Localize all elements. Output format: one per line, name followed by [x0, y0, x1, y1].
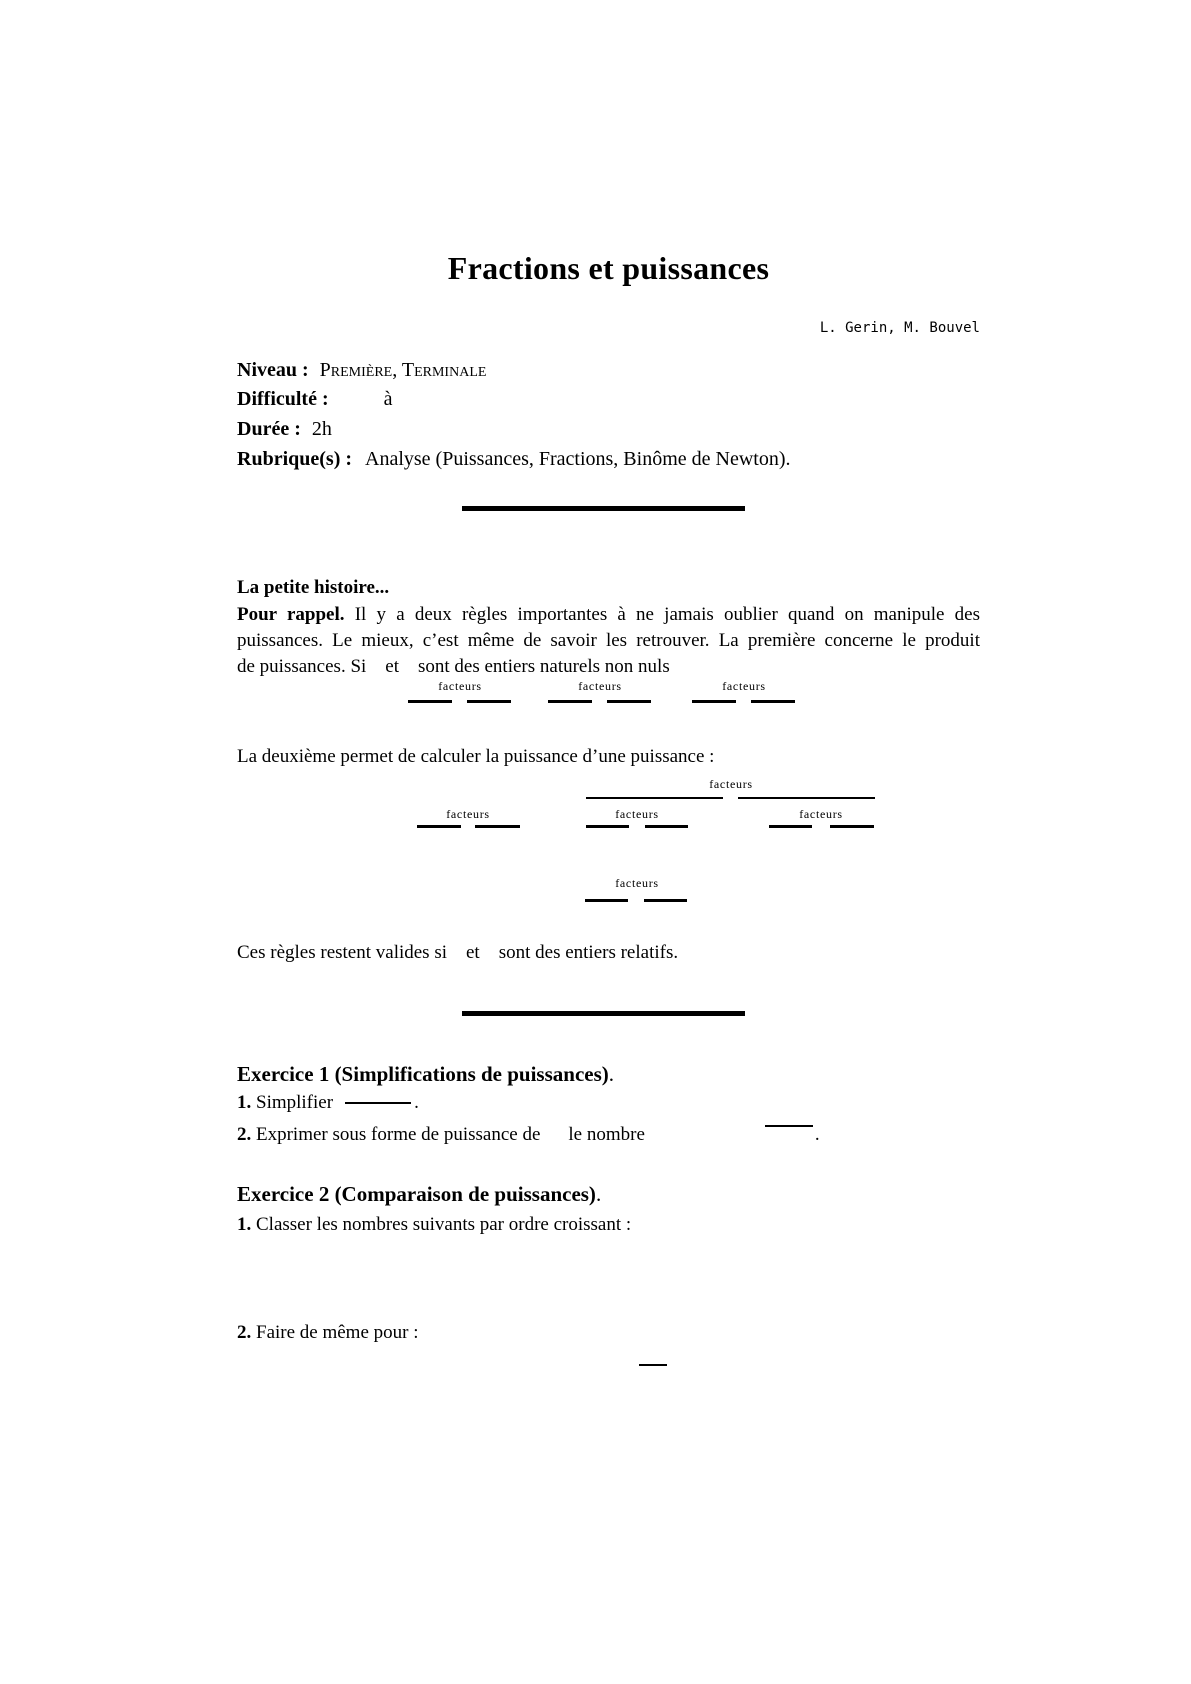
- facteurs-label: facteurs: [438, 679, 482, 693]
- underbrace-bar: [830, 825, 874, 828]
- underbrace-bar: [585, 899, 628, 902]
- underbrace-bar: [548, 700, 592, 703]
- authors: L. Gerin, M. Bouvel: [819, 320, 980, 336]
- niveau-label: Niveau :: [237, 359, 309, 381]
- duree-value: 2h: [311, 418, 332, 440]
- underbrace-bar: [607, 700, 651, 703]
- histoire-heading: La petite histoire...: [237, 577, 390, 598]
- q1-number: 1.: [237, 1214, 252, 1235]
- underbrace-bar: [769, 825, 812, 828]
- difficulte-value: à: [383, 388, 393, 410]
- underbrace-bar: [751, 700, 795, 703]
- q2-period: .: [814, 1124, 820, 1145]
- exercice2-heading-text: Exercice 2 (Comparaison de puissances): [237, 1182, 596, 1206]
- facteurs-label: facteurs: [709, 777, 753, 791]
- exercice1-heading: [237, 1062, 980, 1087]
- page-title: Fractions et puissances: [447, 250, 770, 286]
- q2-text2: le nombre: [568, 1124, 645, 1145]
- facteurs-label: facteurs: [578, 679, 622, 693]
- underbrace-bar: [475, 825, 520, 828]
- valides-line: Ces règles restent valides si et sont des entiers relatifs.: [237, 942, 679, 963]
- underbrace-bar: [645, 825, 688, 828]
- separator-rule-bottom: [462, 1011, 745, 1016]
- facteurs-label: facteurs: [615, 876, 659, 890]
- meta-difficulte: [237, 388, 980, 411]
- exercice2-q1: [237, 1214, 980, 1236]
- exercice2-heading: [237, 1182, 980, 1207]
- q2-number: 2.: [237, 1322, 252, 1343]
- difficulte-label: Difficulté :: [237, 388, 329, 410]
- exercice2-heading-period: .: [595, 1182, 602, 1206]
- facteurs-label: facteurs: [799, 807, 843, 821]
- underbrace-bar: [586, 825, 629, 828]
- q1-number: 1.: [237, 1092, 252, 1113]
- q2-number: 2.: [237, 1124, 252, 1145]
- facteurs-label: facteurs: [446, 807, 490, 821]
- overbrace-bar: [738, 797, 875, 799]
- fraction-bar: [345, 1102, 411, 1104]
- underbrace-bar: [408, 700, 452, 703]
- q1-period: .: [414, 1092, 419, 1113]
- exercice2-q2: [237, 1322, 980, 1344]
- q1-text: Classer les nombres suivants par ordre croissant :: [256, 1214, 632, 1235]
- meta-niveau: [237, 359, 980, 382]
- overbrace-bar: [586, 797, 723, 799]
- q1-text: Simplifier: [256, 1092, 334, 1113]
- rappel-line-2: puissances. Le mieux, c’est même de savoir les retrouver. La première concerne le produit: [237, 630, 980, 651]
- facteurs-label: facteurs: [615, 807, 659, 821]
- q2-text: Exprimer sous forme de puissance de: [256, 1124, 541, 1145]
- facteurs-label: facteurs: [722, 679, 766, 693]
- exercice1-heading-period: .: [608, 1062, 615, 1086]
- rubrique-value: Analyse (Puissances, Fractions, Binôme de Newton).: [365, 448, 791, 470]
- underbrace-bar: [644, 899, 687, 902]
- rappel-line-1: [237, 604, 980, 626]
- underbrace-bar: [692, 700, 736, 703]
- exercice1-heading-text: Exercice 1 (Simplifications de puissances): [237, 1062, 609, 1086]
- rappel-label: Pour rappel.: [237, 604, 345, 625]
- meta-duree: [237, 418, 980, 441]
- duree-label: Durée :: [237, 418, 301, 440]
- fraction-bar-small: [639, 1364, 667, 1366]
- niveau-value: Première, Terminale: [319, 359, 487, 381]
- deuxieme-line: La deuxième permet de calculer la puissance d’une puissance :: [237, 746, 715, 767]
- underbrace-bar: [417, 825, 461, 828]
- exercice1-q2: [237, 1124, 980, 1146]
- exercice1-q1: [237, 1092, 980, 1114]
- q2-text: Faire de même pour :: [256, 1322, 419, 1343]
- rubrique-label: Rubrique(s) :: [237, 448, 353, 470]
- rappel-line-3: de puissances. Si et sont des entiers naturels non nuls: [237, 656, 670, 677]
- underbrace-bar: [467, 700, 511, 703]
- separator-rule-top: [462, 506, 745, 511]
- fraction-bar-raised: [765, 1125, 813, 1127]
- rappel-line1-text: Il y a deux règles importantes à ne jamais oublier quand on manipule des: [354, 604, 981, 625]
- meta-rubrique: [237, 448, 980, 471]
